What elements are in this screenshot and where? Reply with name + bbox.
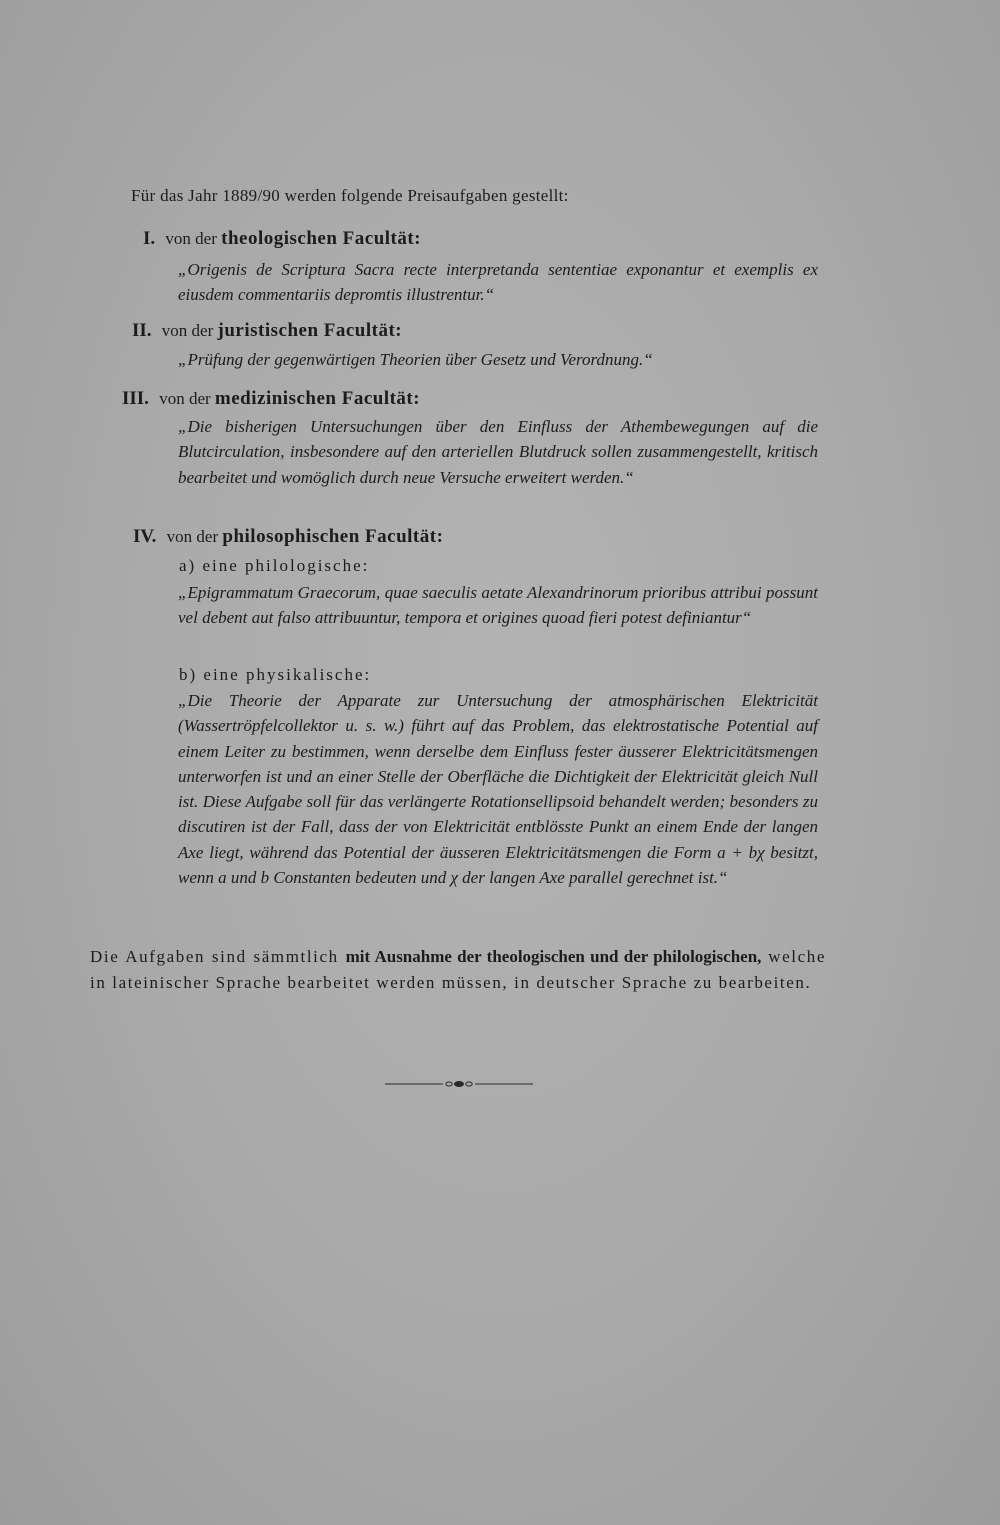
closing-text-start: Die Aufgaben sind sämmtlich [90,947,339,966]
ornament-divider [385,1078,533,1090]
section-philosophy-heading [133,526,443,548]
faculty-name: theologischen Facultät: [221,228,422,249]
medicine-prize-question: „Die bisherigen Untersuchungen über den Einfluss der Athembewegungen auf die Blutcirculation, insbesondere auf den arteriellen Blutdruck sollen zusammengestellt, kritisch bearbeitet und womöglich durch neue Versuche erweitert werden.“ [178,417,818,487]
closing-paragraph [90,944,826,996]
section-prefix: von der [165,229,217,248]
section-numeral: II. [132,320,152,341]
section-numeral: I. [143,228,156,249]
section-law-heading [132,320,402,342]
section-numeral: III. [122,388,149,409]
philology-prize-question: „Epigrammatum Graecorum, quae saeculis aetate Alexandrinorum prioribus attribui possunt vel debent aut falso attribuuntur, tempora et origines quoad fieri potest definiantur“ [178,583,818,628]
intro-line: Für das Jahr 1889/90 werden folgende Preisaufgaben gestellt: [131,186,569,205]
physics-subheading: b) eine physikalische: [179,665,372,684]
closing-emphasis: mit Ausnahme der theologischen und der philologischen, [345,947,762,966]
faculty-name: juristischen Facultät: [217,320,403,341]
faculty-name: philosophischen Facultät: [222,526,444,547]
philology-subheading: a) eine philologische: [179,556,370,575]
closing-text-end: welche in lateinischer Sprache bearbeitet werden müssen, in deutscher Sprache zu bearbeiten. [90,947,827,992]
section-medicine-heading [122,388,420,410]
section-prefix: von der [166,527,219,546]
section-theology-heading [143,228,421,250]
physics-prize-question: „Die Theorie der Apparate zur Untersuchung der atmosphärischen Elektricität (Wassertröpfelcollektor u. s. w.) führt auf das Problem, das elektrostatische Potential auf einem Leiter zu bestimmen, wenn derselbe dem Einfluss fester äusserer Elektricitätsmengen unterworfen ist und an einer Stelle der Oberfläche die Dichtigkeit der Elektricität gleich Null ist. Diese Aufgabe soll für das verlängerte Rotationsellipsoid behandelt werden; besonders zu discutiren ist der Fall, dass der von Elektricität entblösste Punkt an einem Ende der langen Axe liegt, während das Potential der äusseren Elektricitätsmengen die Form a + bχ besitzt, wenn a und b Constanten bedeuten und χ der langen Axe parallel gerechnet ist.“ [178,691,818,888]
section-numeral: IV. [133,526,157,547]
faculty-name: medizinischen Facultät: [214,388,421,409]
section-prefix: von der [161,321,214,340]
law-prize-question: „Prüfung der gegenwärtigen Theorien über Gesetz und Verordnung.“ [178,350,653,369]
section-prefix: von der [159,389,211,408]
theology-prize-question: „Origenis de Scriptura Sacra recte interpretanda sententiae exponantur et exemplis ex eiusdem commentariis depromtis illustrentur.“ [178,260,818,305]
